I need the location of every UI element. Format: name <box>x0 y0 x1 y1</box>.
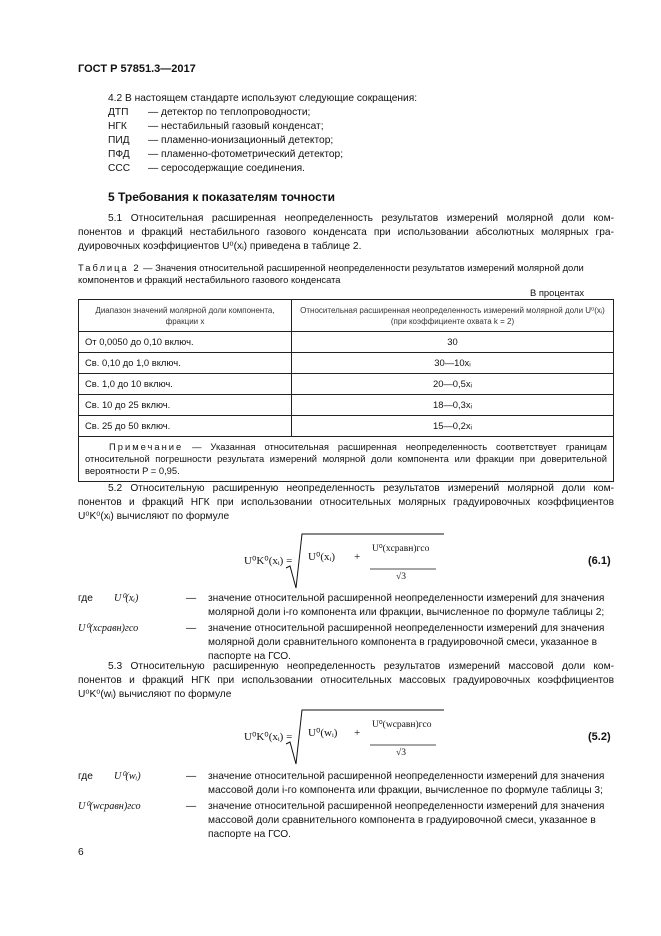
where-symbol: U⁰(xсравн)гсо <box>78 623 139 634</box>
abbr-desc: — детектор по теплопроводности; <box>148 107 311 118</box>
where-line: значение относительной расширенной неопределенности измерений для значения <box>208 771 605 782</box>
table-cell-range: От 0,0050 до 0,10 включ. <box>79 332 292 353</box>
abbr-key: НГК <box>108 121 127 132</box>
formula-5-2-term1: U⁰(wᵢ) <box>308 727 338 739</box>
table-row <box>79 332 614 353</box>
table-row <box>79 395 614 416</box>
where-line: значение относительной расширенной неопределенности измерений для значения <box>208 801 605 812</box>
paragraph-line: U⁰K⁰(xᵢ) вычисляют по формуле <box>78 511 230 522</box>
where-line: молярной доли i-го компонента или фракции, вычисленное по формуле таблицы 2; <box>208 607 605 618</box>
paragraph-line: понентов и фракций НГК при использовании относительных массовых градуировочных коэффициентов <box>78 675 614 686</box>
table-cell-range: Св. 10 до 25 включ. <box>79 395 292 416</box>
where-line: паспорте на ГСО. <box>208 829 292 840</box>
where-dash: — <box>186 593 197 604</box>
table-row <box>79 374 614 395</box>
abbr-desc: — пламенно-фотометрический детектор; <box>148 149 344 160</box>
paragraph-line: 5.1 Относительная расширенная неопределенность результатов измерений молярной доли ком- <box>108 213 614 224</box>
formula-6-1-term1: U⁰(xᵢ) <box>308 551 335 563</box>
abbr-key: ДТП <box>108 107 129 118</box>
table-cell-range: Св. 25 до 50 включ. <box>79 416 292 437</box>
formula-6-1-sqrt-icon <box>244 532 574 590</box>
table-caption-label: Таблица 2 <box>78 262 141 273</box>
where-block-5-2 <box>78 770 618 850</box>
table-row <box>79 353 614 374</box>
where-line: массовой доли сравнительного компонента в градуировочной смеси, указанное в <box>208 815 596 826</box>
table-cell-range: Св. 1,0 до 10 включ. <box>79 374 292 395</box>
formula-6-1-lhs: U⁰K⁰(xᵢ) = <box>244 555 293 567</box>
formula-6-1-term2: U⁰(xсравн)гсо <box>372 544 430 554</box>
where-dash: — <box>186 801 197 812</box>
where-symbol: U⁰(xᵢ) <box>114 593 139 604</box>
equation-number-5-2: (5.2) <box>588 731 611 743</box>
table-header-row <box>79 300 614 332</box>
table-note-row <box>79 437 614 482</box>
where-description <box>208 770 661 798</box>
document-header: ГОСТ Р 57851.3—2017 <box>78 63 196 75</box>
where-line: паспорте на ГСО. <box>208 651 292 662</box>
table-note-text: — Указанная относительная расширенная неопределенность соответствует границам относительной погрешности результата измерений молярной доли компонента или фракции при доверительной вероятности P = 0,95. <box>85 441 607 476</box>
where-symbol: U⁰(wᵢ) <box>114 771 141 782</box>
where-description <box>208 592 661 620</box>
table-row <box>79 416 614 437</box>
section-title: 5 Требования к показателям точности <box>108 190 335 204</box>
table-caption-text: — Значения относительной расширенной неопределенности результатов измерений молярной доли компонентов и фракций нестабильного газового конденсата <box>78 262 584 285</box>
paragraph-line: 5.2 Относительную расширенную неопределенность результатов измерений молярной доли ком- <box>108 483 614 494</box>
accuracy-table <box>78 299 614 482</box>
abbr-key: ССС <box>108 163 131 174</box>
paragraph-line: понентов и фракций нестабильного газового конденсата при использовании абсолютных молярных гра- <box>78 227 614 238</box>
formula-5-2-term2: U⁰(wсравн)гсо <box>372 720 432 730</box>
paragraph-line: 5.3 Относительную расширенную неопределенность результатов измерений массовой доли ком- <box>108 661 614 672</box>
where-label: где <box>78 771 93 782</box>
where-line: значение относительной расширенной неопределенности измерений для значения <box>208 593 605 604</box>
table-header-uncertainty: Относительная расширенная неопределенность измерений молярной доли U⁰(xᵢ) (при коэффициенте охвата k = 2) <box>292 300 614 332</box>
where-dash: — <box>186 771 197 782</box>
abbr-key: ПИД <box>108 135 130 146</box>
where-dash: — <box>186 623 197 634</box>
abbr-key: ПФД <box>108 149 130 160</box>
paragraph-line: дуировочных коэффициентов U⁰(xᵢ) приведена в таблице 2. <box>78 241 362 252</box>
table-cell-range: Св. 0,10 до 1,0 включ. <box>79 353 292 374</box>
table-cell-value: 15—0,2xᵢ <box>292 416 614 437</box>
table-caption <box>78 262 618 286</box>
where-symbol: U⁰(wсравн)гсо <box>78 801 141 812</box>
table-cell-value: 30 <box>292 332 614 353</box>
abbreviations-intro: 4.2 В настоящем стандарте используют следующие сокращения: <box>108 93 418 104</box>
formula-5-2 <box>244 708 574 766</box>
paragraph-5-2 <box>78 482 614 524</box>
formula-6-1-plus: + <box>354 551 361 563</box>
table-note <box>79 437 614 482</box>
where-line: молярной доли сравнительного компонента в градуировочной смеси, указанное в <box>208 637 598 648</box>
table-header-range: Диапазон значений молярной доли компонента, фракции x <box>79 300 292 332</box>
paragraph-line: понентов и фракций НГК при использовании относительных молярных градуировочных коэффициентов <box>78 497 614 508</box>
table-note-label: Примечание <box>109 441 184 452</box>
table-cell-value: 18—0,3xᵢ <box>292 395 614 416</box>
formula-5-2-lhs: U⁰K⁰(xᵢ) = <box>244 731 293 743</box>
formula-5-2-denominator: √3 <box>396 748 406 758</box>
formula-5-2-sqrt-icon <box>244 708 574 766</box>
abbr-desc: — пламенно-ионизационный детектор; <box>148 135 334 146</box>
where-line: массовой доли i-го компонента или фракции, вычисленное по формуле таблицы 3; <box>208 785 603 796</box>
formula-5-2-plus: + <box>354 727 361 739</box>
paragraph-line: U⁰K⁰(wᵢ) вычисляют по формуле <box>78 689 232 700</box>
page-number: 6 <box>78 847 84 858</box>
abbr-desc: — серосодержащие соединения. <box>148 163 305 174</box>
paragraph-5-1 <box>78 212 614 254</box>
formula-6-1-denominator: √3 <box>396 572 406 582</box>
table-cell-value: 30—10xᵢ <box>292 353 614 374</box>
table-units: В процентах <box>530 287 585 298</box>
where-description <box>208 800 661 842</box>
table-cell-value: 20—0,5xᵢ <box>292 374 614 395</box>
abbr-desc: — нестабильный газовый конденсат; <box>148 121 324 132</box>
where-label: где <box>78 593 93 604</box>
formula-6-1 <box>244 532 574 590</box>
equation-number-6-1: (6.1) <box>588 555 611 567</box>
where-line: значение относительной расширенной неопределенности измерений для значения <box>208 623 605 634</box>
paragraph-5-3 <box>78 660 614 702</box>
where-description <box>208 622 661 664</box>
